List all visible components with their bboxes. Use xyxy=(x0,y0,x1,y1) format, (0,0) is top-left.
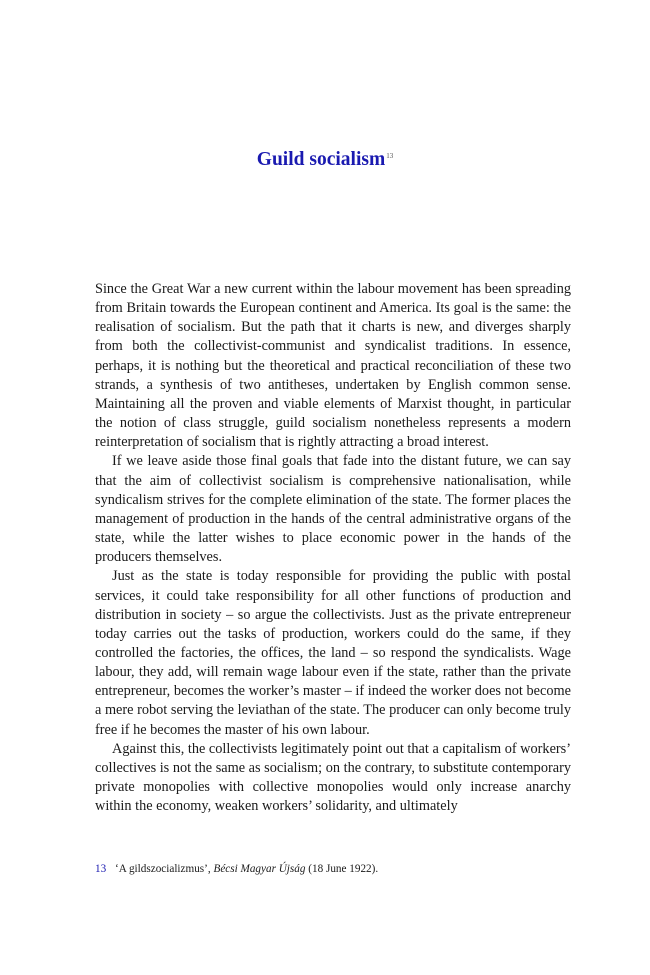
chapter-title xyxy=(0,148,650,171)
chapter-title-text: Guild socialism xyxy=(256,149,386,170)
paragraph-2: If we leave aside those final goals that fade into the distant future, we can say that the aim of collectivist socialism is comprehensive nationalisation, while syndicalism strives for the complete elimination of the state. The former places the management of production in the hands of the central administrative organs of the state, while the latter wishes to place economic power in the hands of the producers themselves. xyxy=(95,453,571,566)
footnote-reference[interactable]: 13 xyxy=(386,151,394,160)
body-text xyxy=(95,280,571,816)
footnote-source-title: Bécsi Magyar Újság xyxy=(213,863,306,875)
paragraph-1: Since the Great War a new current within the labour movement has been spreading from Britain towards the European continent and America. Its goal is the same: the realisation of socialism. But the path that it charts is new, and diverges sharply from both the collectivist-communist and syndicalist traditions. In essence, perhaps, it is nothing but the theoretical and practical reconciliation of these two strands, a synthesis of two antitheses, undertaken by English common sense. Maintaining all the proven and viable elements of Marxist thought, in particular the notion of class struggle, guild socialism nonetheless represents a modern reinterpretation of socialism that is rightly attracting a broad interest. xyxy=(95,281,571,451)
footnote-number: 13 xyxy=(95,863,107,875)
footnote-text-after: (18 June 1922). xyxy=(308,863,379,875)
paragraph-3: Just as the state is today responsible for providing the public with postal services, it could take responsibility for all other functions of production and distribution in society – so argue the collectivists. Just as the private entrepreneur today carries out the tasks of production, workers could do the same, if they controlled the factories, the offices, the land – so respond the syndicalists. Wage labour, they add, will remain wage labour even if the state, rather than the private entrepreneur, becomes the worker’s master – if indeed the worker does not become a mere robot serving the leviathan of the state. The producer can only become truly free if he becomes the master of his own labour. xyxy=(95,568,571,738)
footnote xyxy=(95,862,571,877)
footnote-text-before: ‘A gildszocializmus’, xyxy=(114,863,211,875)
paragraph-4: Against this, the collectivists legitimately point out that a capitalism of workers’ collectives is not the same as socialism; on the contrary, to substitute contemporary private monopolies with collective monopolies would only increase anarchy within the economy, weaken workers’ solidarity, and ultimately xyxy=(95,740,571,815)
